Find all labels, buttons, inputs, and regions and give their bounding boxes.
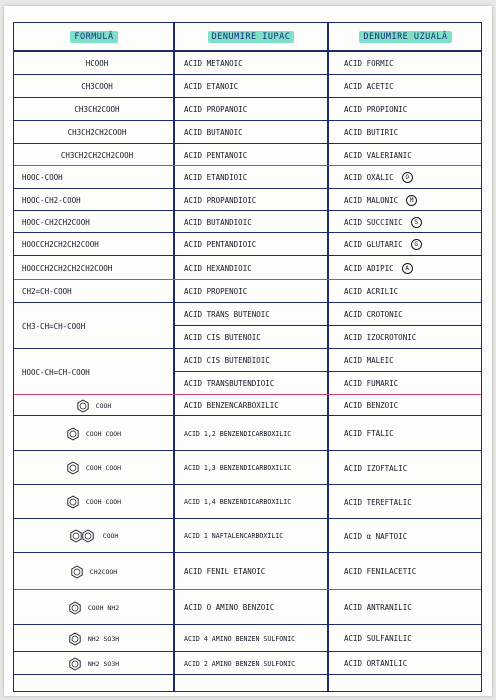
- usual-name-cell: [330, 144, 494, 166]
- usual-name: ACID VALERIANIC: [344, 150, 412, 160]
- substituent-label: CH2COOH: [89, 567, 118, 576]
- usual-name-cell: [330, 233, 494, 256]
- usual-name: ACID ADIPIC: [344, 263, 394, 273]
- iupac-name-cell: [176, 451, 336, 485]
- table-row: [14, 519, 481, 553]
- table-row: [14, 303, 481, 331]
- iupac-name-cell: [176, 326, 336, 349]
- formula-text: HOOC-CH=CH-COOH: [22, 367, 90, 377]
- header-formula: [14, 23, 174, 51]
- mnemonic-badge: G: [411, 239, 422, 250]
- table-row: [14, 395, 481, 416]
- usual-name: ACID CROTONIC: [344, 310, 403, 319]
- usual-name-cell: [330, 98, 494, 121]
- formula-cell: [18, 553, 168, 590]
- table-row: [14, 416, 481, 451]
- formula-cell: [18, 485, 168, 519]
- formula-cell: [18, 416, 168, 451]
- table-row: [14, 144, 481, 166]
- benzene-ring-icon: [65, 495, 83, 509]
- formula-cell: [18, 75, 172, 98]
- iupac-name-cell: [176, 51, 336, 75]
- usual-name-cell: [330, 349, 494, 372]
- formula-cell: [18, 121, 172, 144]
- iupac-name: ACID METANOIC: [184, 58, 243, 68]
- formula-text: HOOC-CH2CH2COOH: [22, 217, 90, 227]
- iupac-name: ACID 1 NAFTALENCARBOXILIC: [184, 532, 284, 540]
- iupac-name-cell: [176, 166, 336, 189]
- formula-text: CH3-CH=CH-COOH: [22, 321, 86, 331]
- formula-text: CH3CH2CH2CH2COOH: [60, 150, 134, 160]
- formula-cell: [18, 98, 172, 121]
- iupac-name-cell: [176, 485, 336, 519]
- iupac-name: ACID 2 AMINO BENZEN SULFONIC: [184, 659, 296, 668]
- usual-name-cell: [330, 416, 494, 451]
- usual-name-cell: [330, 451, 494, 485]
- benzene-ring-icon: [65, 461, 83, 475]
- iupac-name-cell: [176, 416, 336, 451]
- usual-name: ACID IZOCROTONIC: [344, 333, 417, 342]
- usual-name: ACID SULFANILIC: [344, 634, 412, 643]
- formula-cell: [18, 166, 172, 189]
- formula-cell: [18, 233, 172, 256]
- usual-name: ACID GLUTARIC: [344, 240, 403, 249]
- usual-name: ACID ACRILIC: [344, 287, 399, 296]
- usual-name: ACID FORMIC: [344, 58, 394, 68]
- usual-name: ACID FENILACETIC: [344, 567, 417, 576]
- mnemonic-badge: S: [411, 217, 422, 228]
- table-row: [14, 451, 481, 485]
- table-row: [14, 51, 481, 75]
- structure-drawing: [65, 495, 121, 509]
- table-row: [14, 233, 481, 256]
- usual-name-cell: [330, 51, 494, 75]
- iupac-name: ACID ETANOIC: [184, 82, 239, 91]
- usual-name-cell: [330, 372, 494, 395]
- mnemonic-badge: A: [402, 263, 413, 274]
- substituent-label: COOH: [102, 532, 119, 540]
- iupac-name: ACID CIS BUTENOIC: [184, 333, 261, 342]
- substituent-label: NH2 SO3H: [87, 634, 120, 643]
- formula-text: HOOC-CH2-COOH: [22, 195, 81, 205]
- formula-cell: [18, 303, 172, 349]
- substituent-label: COOH COOH: [85, 429, 122, 438]
- iupac-name-cell: [176, 553, 336, 590]
- formula-text: HCOOH: [85, 58, 109, 68]
- usual-name-cell: [330, 485, 494, 519]
- table-row: [14, 625, 481, 652]
- header-usual-label: DENUMIRE UZUALĂ: [359, 31, 451, 43]
- formula-text: CH3CH2COOH: [74, 105, 120, 114]
- formula-cell: [18, 280, 172, 303]
- usual-name: ACID TEREFTALIC: [344, 497, 412, 507]
- formula-text: CH2=CH-COOH: [22, 287, 72, 296]
- iupac-name-cell: [176, 395, 336, 416]
- usual-name: ACID BUTIRIC: [344, 128, 399, 137]
- usual-name-cell: [330, 590, 494, 625]
- table-row: [14, 98, 481, 121]
- usual-name-cell: [330, 121, 494, 144]
- iupac-name-cell: [176, 256, 336, 280]
- formula-cell: [18, 256, 172, 280]
- formula-cell: [18, 625, 168, 652]
- iupac-name: ACID PROPANDIOIC: [184, 195, 257, 205]
- formula-cell: [18, 51, 172, 75]
- structure-drawing: [67, 657, 119, 671]
- iupac-name-cell: [176, 144, 336, 166]
- iupac-name-cell: [176, 625, 336, 652]
- usual-name: ACID OXALIC: [344, 173, 394, 182]
- iupac-name: ACID PROPANOIC: [184, 105, 248, 114]
- usual-name: ACID FUMARIC: [344, 379, 399, 388]
- benzene-ring-icon: [67, 657, 85, 671]
- formula-cell: [18, 652, 168, 675]
- iupac-name: ACID BENZENCARBOXILIC: [184, 401, 279, 410]
- iupac-name: ACID CIS BUTENDIOIC: [184, 356, 270, 365]
- structure-drawing: [68, 529, 119, 543]
- usual-name-cell: [330, 395, 494, 416]
- usual-name-cell: [330, 553, 494, 590]
- usual-name: ACID IZOFTALIC: [344, 463, 408, 473]
- iupac-name: ACID TRANS BUTENOIC: [184, 310, 270, 319]
- usual-name: ACID FTALIC: [344, 429, 394, 438]
- iupac-name: ACID FENIL ETANOIC: [184, 567, 266, 576]
- table-row: [14, 485, 481, 519]
- paper-sheet: [4, 6, 492, 696]
- formula-text: CH3COOH: [81, 82, 113, 91]
- table-row: [14, 166, 481, 189]
- usual-name-cell: [330, 256, 494, 280]
- usual-name-cell: [330, 189, 494, 211]
- benzene-ring-icon: [68, 529, 100, 543]
- usual-name: ACID MALEIC: [344, 356, 394, 365]
- usual-name: ACID MALONIC: [344, 195, 399, 205]
- usual-name-cell: [330, 75, 494, 98]
- usual-name: ACID BENZOIC: [344, 401, 399, 410]
- iupac-name-cell: [176, 98, 336, 121]
- benzene-ring-icon: [67, 601, 85, 615]
- usual-name: ACID PROPIONIC: [344, 105, 408, 114]
- formula-cell: [18, 395, 168, 416]
- iupac-name: ACID PROPENOIC: [184, 287, 248, 296]
- iupac-name-cell: [176, 280, 336, 303]
- table-row: [14, 75, 481, 98]
- formula-text: HOOCCH2CH2CH2CH2COOH: [22, 263, 113, 273]
- benzene-ring-icon: [75, 399, 93, 413]
- usual-name-cell: [330, 652, 494, 675]
- formula-cell: [18, 590, 168, 625]
- iupac-name-cell: [176, 233, 336, 256]
- acids-table: [13, 22, 482, 692]
- header-formula-label: FORMULĂ: [70, 31, 117, 43]
- table-row: [14, 553, 481, 590]
- header-usual: [328, 23, 483, 51]
- table-row: [14, 211, 481, 233]
- usual-name: ACID ANTRANILIC: [344, 603, 412, 612]
- iupac-name: ACID 1,4 BENZENDICARBOXILIC: [184, 498, 292, 506]
- iupac-name: ACID TRANSBUTENDIOIC: [184, 379, 275, 388]
- iupac-name-cell: [176, 652, 336, 675]
- benzene-ring-icon: [67, 632, 85, 646]
- table-row: [14, 652, 481, 675]
- iupac-name-cell: [176, 349, 336, 372]
- formula-cell: [18, 451, 168, 485]
- iupac-name: ACID HEXANDIOIC: [184, 263, 252, 273]
- substituent-label: COOH: [95, 401, 112, 410]
- structure-drawing: [65, 427, 121, 441]
- substituent-label: COOH COOH: [85, 498, 122, 506]
- iupac-name-cell: [176, 189, 336, 211]
- header-iupac-label: DENUMIRE IUPAC: [208, 31, 295, 43]
- formula-cell: [18, 519, 168, 553]
- usual-name: ACID SUCCINIC: [344, 217, 403, 227]
- table-row: [14, 256, 481, 280]
- iupac-name: ACID ETANDIOIC: [184, 173, 248, 182]
- structure-drawing: [65, 461, 121, 475]
- usual-name-cell: [330, 326, 494, 349]
- formula-text: HOOC-COOH: [22, 173, 63, 182]
- usual-name: ACID ACETIC: [344, 82, 394, 91]
- table-row: [14, 590, 481, 625]
- iupac-name: ACID PENTANOIC: [184, 150, 248, 160]
- iupac-name-cell: [176, 211, 336, 233]
- usual-name-cell: [330, 166, 494, 189]
- formula-cell: [18, 349, 172, 395]
- structure-drawing: [67, 632, 119, 646]
- iupac-name: ACID 1,2 BENZENDICARBOXILIC: [184, 429, 292, 438]
- structure-drawing: [75, 399, 112, 413]
- table-row: [14, 121, 481, 144]
- benzene-ring-icon: [65, 427, 83, 441]
- usual-name: ACID ORTANILIC: [344, 659, 408, 668]
- iupac-name-cell: [176, 519, 336, 553]
- formula-text: CH3CH2CH2COOH: [67, 128, 127, 137]
- iupac-name-cell: [176, 303, 336, 326]
- formula-cell: [18, 211, 172, 233]
- substituent-label: NH2 SO3H: [87, 659, 120, 668]
- iupac-name: ACID 4 AMINO BENZEN SULFONIC: [184, 634, 296, 643]
- usual-name-cell: [330, 303, 494, 326]
- iupac-name-cell: [176, 121, 336, 144]
- iupac-name: ACID BUTANOIC: [184, 128, 243, 137]
- iupac-name-cell: [176, 75, 336, 98]
- mnemonic-badge: M: [406, 195, 417, 206]
- usual-name-cell: [330, 280, 494, 303]
- iupac-name: ACID 1,3 BENZENDICARBOXILIC: [184, 464, 292, 472]
- formula-cell: [18, 189, 172, 211]
- mnemonic-badge: O: [402, 172, 413, 183]
- structure-drawing: [69, 565, 117, 579]
- iupac-name: ACID O AMINO BENZOIC: [184, 603, 275, 612]
- table-row: [14, 280, 481, 303]
- iupac-name: ACID PENTANDIOIC: [184, 240, 257, 249]
- table-row: [14, 189, 481, 211]
- iupac-name-cell: [176, 372, 336, 395]
- iupac-name: ACID BUTANDIOIC: [184, 217, 252, 227]
- benzene-ring-icon: [69, 565, 87, 579]
- iupac-name-cell: [176, 590, 336, 625]
- header-iupac: [174, 23, 328, 51]
- structure-drawing: [67, 601, 119, 615]
- usual-name-cell: [330, 625, 494, 652]
- usual-name: ACID α NAFTOIC: [344, 531, 408, 541]
- formula-text: HOOCCH2CH2CH2COOH: [22, 240, 99, 249]
- formula-cell: [18, 144, 172, 166]
- usual-name-cell: [330, 519, 494, 553]
- table-row: [14, 349, 481, 377]
- substituent-label: COOH NH2: [87, 603, 120, 612]
- substituent-label: COOH COOH: [85, 464, 122, 472]
- usual-name-cell: [330, 211, 494, 233]
